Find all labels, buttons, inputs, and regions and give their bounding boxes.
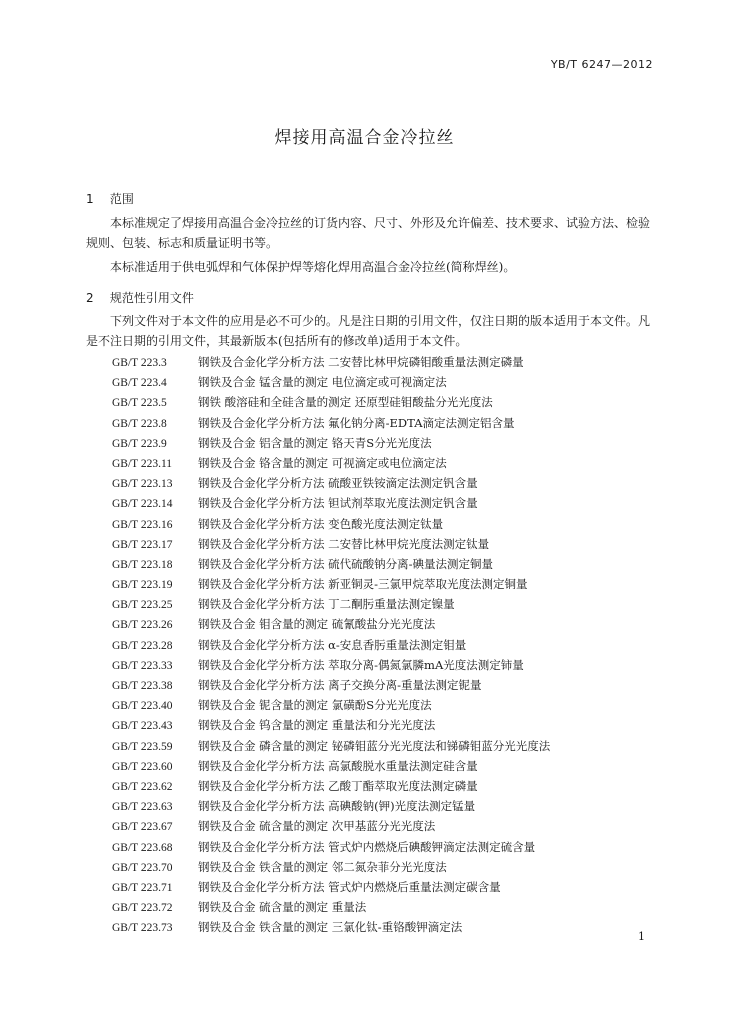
section-number: 1 — [86, 192, 94, 206]
reference-item — [112, 655, 550, 675]
reference-code: GB/T 223.40 — [112, 700, 173, 713]
reference-title: 钢铁及合金化学分析方法 二安替比林甲烷光度法测定钛量 — [198, 536, 490, 551]
reference-title: 钢铁及合金 磷含量的测定 铋磷钼蓝分光光度法和锑磷钼蓝分光光度法 — [198, 738, 551, 753]
reference-title: 钢铁及合金 铁含量的测定 三氯化钛-重铬酸钾滴定法 — [198, 920, 463, 935]
reference-title: 钢铁 酸溶硅和全硅含量的测定 还原型硅钼酸盐分光光度法 — [198, 395, 493, 410]
reference-item — [112, 392, 550, 412]
reference-title: 钢铁及合金化学分析方法 变色酸光度法测定钛量 — [198, 516, 444, 531]
standard-code: YB/T 6247—2012 — [550, 58, 653, 71]
reference-item — [112, 796, 550, 816]
reference-title: 钢铁及合金化学分析方法 硫代硫酸钠分离-碘量法测定铜量 — [198, 556, 494, 571]
reference-code: GB/T 223.16 — [112, 518, 173, 531]
reference-item — [112, 413, 550, 433]
reference-item — [112, 736, 550, 756]
page-number: 1 — [638, 930, 645, 943]
reference-title: 钢铁及合金 铝含量的测定 铬天青S分光光度法 — [198, 435, 432, 450]
section-2-heading — [86, 289, 194, 306]
reference-item — [112, 917, 550, 937]
section-title: 规范性引用文件 — [109, 291, 194, 305]
reference-code: GB/T 223.25 — [112, 599, 173, 612]
normative-references-list — [112, 352, 550, 937]
reference-item — [112, 837, 550, 857]
reference-item — [112, 372, 550, 392]
reference-code: GB/T 223.19 — [112, 579, 173, 592]
reference-code: GB/T 223.60 — [112, 760, 173, 773]
reference-title: 钢铁及合金化学分析方法 萃取分离-偶氮氯膦mA光度法测定铈量 — [198, 657, 524, 672]
reference-code: GB/T 223.11 — [112, 457, 173, 470]
reference-code: GB/T 223.28 — [112, 639, 173, 652]
reference-item — [112, 574, 550, 594]
reference-item — [112, 493, 550, 513]
reference-title: 钢铁及合金 锰含量的测定 电位滴定或可视滴定法 — [198, 375, 447, 390]
reference-item — [112, 554, 550, 574]
reference-code: GB/T 223.62 — [112, 780, 173, 793]
reference-title: 钢铁及合金化学分析方法 离子交换分离-重量法测定铌量 — [198, 678, 482, 692]
section-2-paragraph-1: 下列文件对于本文件的应用是必不可少的。凡是注日期的引用文件，仅注日期的版本适用于本文件。凡是不注日期的引用文件，其最新版本(包括所有的修改单)适用于本文件。 — [86, 314, 651, 348]
document-title: 焊接用高温合金冷拉丝 — [274, 128, 455, 148]
reference-item — [112, 453, 550, 473]
reference-title: 钢铁及合金化学分析方法 管式炉内燃烧后重量法测定碳含量 — [198, 879, 501, 894]
reference-title: 钢铁及合金化学分析方法 硫酸亚铁铵滴定法测定钒含量 — [198, 476, 478, 491]
reference-item — [112, 473, 550, 493]
section-number: 2 — [86, 291, 94, 305]
reference-code: GB/T 223.67 — [112, 821, 173, 834]
reference-item — [112, 534, 550, 554]
section-1-heading — [86, 190, 134, 207]
reference-code: GB/T 223.68 — [112, 841, 173, 854]
reference-code: GB/T 223.38 — [112, 680, 173, 692]
reference-code: GB/T 223.9 — [112, 437, 167, 450]
reference-code: GB/T 223.63 — [112, 801, 173, 814]
section-1-paragraph-1: 本标准规定了焊接用高温合金冷拉丝的订货内容、尺寸、外形及允许偏差、技术要求、试验方法、检验规则、包装、标志和质量证明书等。 — [86, 216, 651, 250]
reference-code: GB/T 223.59 — [112, 740, 173, 753]
section-1-paragraph-2: 本标准适用于供电弧焊和气体保护焊等熔化焊用高温合金冷拉丝(简称焊丝)。 — [110, 260, 516, 274]
reference-title: 钢铁及合金 铌含量的测定 氯磺酚S分光光度法 — [198, 698, 432, 713]
reference-code: GB/T 223.5 — [112, 397, 167, 410]
reference-title: 钢铁及合金 钨含量的测定 重量法和分光光度法 — [198, 718, 436, 733]
reference-title: 钢铁及合金化学分析方法 高碘酸钠(钾)光度法测定锰量 — [198, 799, 476, 814]
reference-code: GB/T 223.17 — [112, 538, 173, 551]
reference-item — [112, 776, 550, 796]
reference-item — [112, 715, 550, 735]
section-title: 范围 — [109, 192, 134, 206]
reference-item — [112, 635, 550, 655]
reference-item — [112, 877, 550, 897]
reference-item — [112, 675, 550, 695]
reference-item — [112, 816, 550, 836]
reference-code: GB/T 223.71 — [112, 881, 173, 894]
reference-code: GB/T 223.8 — [112, 417, 167, 430]
reference-title: 钢铁及合金化学分析方法 二安替比林甲烷磷钼酸重量法测定磷量 — [198, 355, 524, 369]
reference-item — [112, 514, 550, 534]
reference-code: GB/T 223.14 — [112, 498, 173, 511]
reference-code: GB/T 223.4 — [112, 377, 167, 390]
reference-code: GB/T 223.43 — [112, 720, 173, 733]
reference-code: GB/T 223.70 — [112, 861, 173, 874]
reference-title: 钢铁及合金化学分析方法 新亚铜灵-三氯甲烷萃取光度法测定铜量 — [198, 577, 528, 592]
reference-item — [112, 756, 550, 776]
reference-code: GB/T 223.33 — [112, 659, 173, 672]
reference-title: 钢铁及合金化学分析方法 高氯酸脱水重量法测定硅含量 — [198, 758, 478, 773]
reference-item — [112, 594, 550, 614]
reference-item — [112, 433, 550, 453]
reference-item — [112, 614, 550, 634]
reference-title: 钢铁及合金化学分析方法 乙酸丁酯萃取光度法测定磷量 — [198, 778, 478, 793]
reference-title: 钢铁及合金 硫含量的测定 重量法 — [198, 900, 367, 915]
reference-code: GB/T 223.13 — [112, 478, 173, 491]
reference-item — [112, 352, 550, 372]
reference-item — [112, 897, 550, 917]
reference-title: 钢铁及合金化学分析方法 管式炉内燃烧后碘酸钾滴定法测定硫含量 — [198, 839, 536, 854]
reference-title: 钢铁及合金化学分析方法 α-安息香肟重量法测定钼量 — [198, 637, 467, 652]
reference-item — [112, 857, 550, 877]
reference-title: 钢铁及合金化学分析方法 钽试剂萃取光度法测定钒含量 — [198, 496, 478, 511]
reference-item — [112, 695, 550, 715]
reference-title: 钢铁及合金 铁含量的测定 邻二氮杂菲分光光度法 — [198, 859, 447, 874]
reference-title: 钢铁及合金化学分析方法 丁二酮肟重量法测定镍量 — [198, 597, 455, 612]
reference-title: 钢铁及合金 硫含量的测定 次甲基蓝分光光度法 — [198, 819, 436, 834]
reference-code: GB/T 223.73 — [112, 922, 173, 935]
reference-code: GB/T 223.18 — [112, 558, 173, 571]
reference-title: 钢铁及合金 铬含量的测定 可视滴定或电位滴定法 — [198, 455, 447, 470]
reference-title: 钢铁及合金化学分析方法 氟化钠分离-EDTA滴定法测定铝含量 — [198, 415, 515, 430]
reference-title: 钢铁及合金 钼含量的测定 硫氰酸盐分光光度法 — [198, 617, 436, 632]
reference-code: GB/T 223.26 — [112, 619, 173, 632]
reference-code: GB/T 223.3 — [112, 357, 167, 369]
reference-code: GB/T 223.72 — [112, 902, 173, 915]
